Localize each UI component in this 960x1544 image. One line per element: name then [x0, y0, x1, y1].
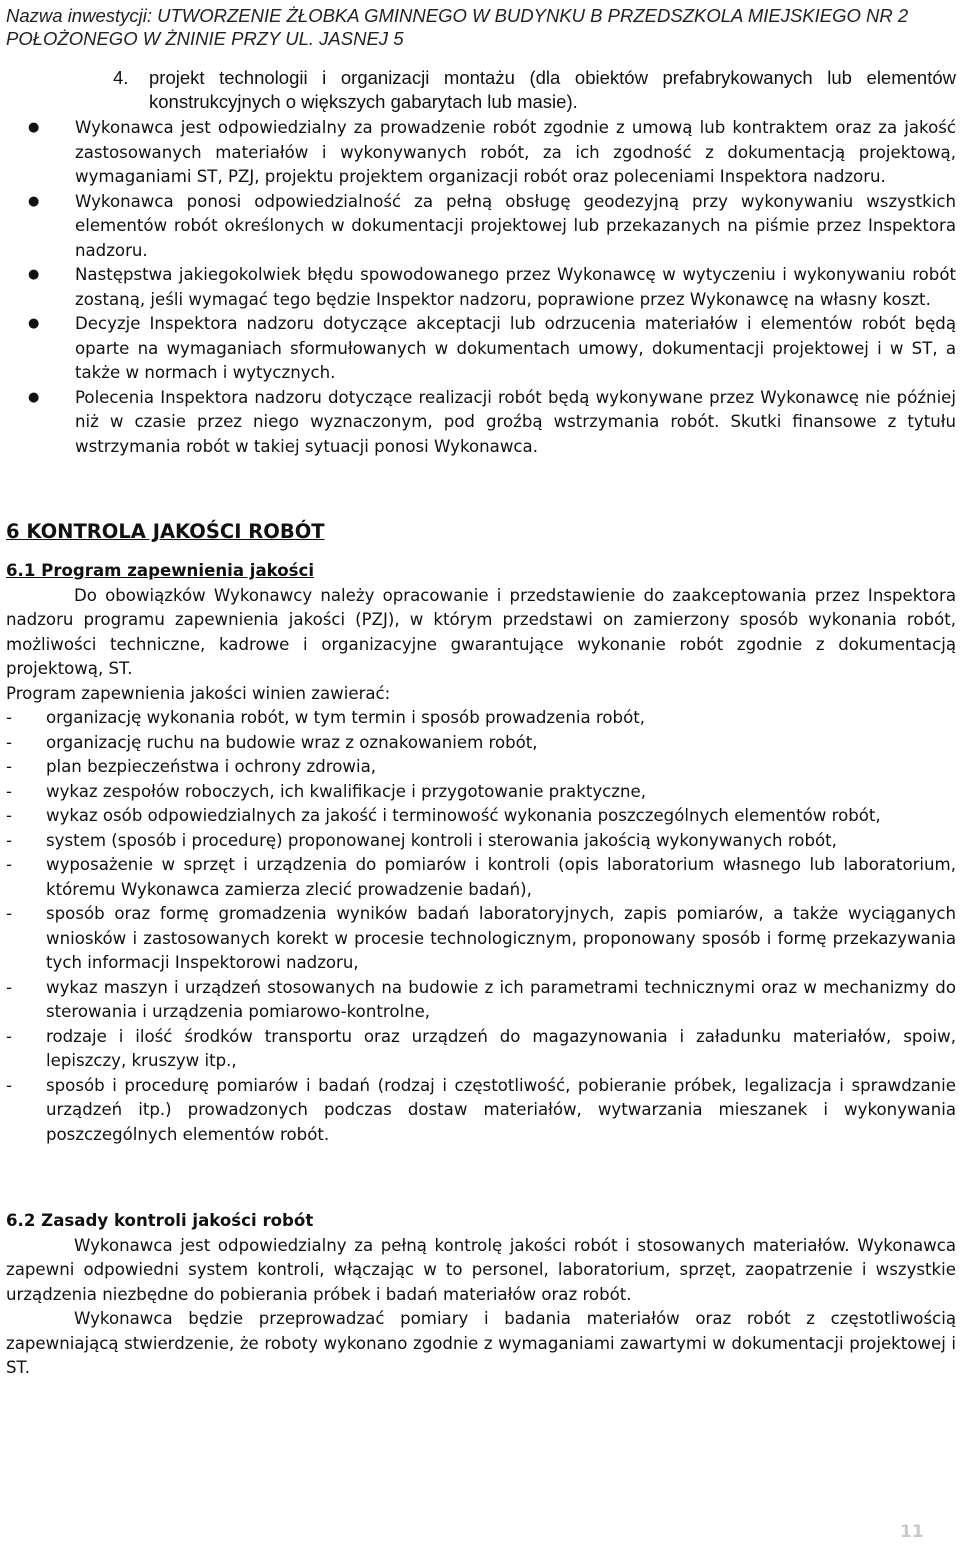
list-item-text: rodzaje i ilość środków transportu oraz urządzeń do magazynowania i załadunku materiałów, spoiw, lepiszczy, kruszyw itp., — [46, 1026, 956, 1070]
header-line-1: Nazwa inwestycji: UTWORZENIE ŻŁOBKA GMINNEGO W BUDYNKU B PRZEDSZKOLA MIEJSKIEGO NR 2 — [6, 5, 909, 26]
list-item — [6, 829, 956, 854]
subsection-6-1 — [6, 559, 956, 1147]
bullet-icon: ● — [28, 389, 40, 405]
dash-marker: - — [6, 708, 12, 727]
item-number: 4. — [113, 67, 129, 88]
list-item — [6, 804, 956, 829]
bullet-item — [28, 116, 956, 190]
list-item — [6, 1074, 956, 1148]
dash-marker: - — [6, 806, 12, 825]
list-item-text: sposób oraz formę gromadzenia wyników badań laboratoryjnych, zapis pomiarów, a także wyciąganych wniosków i zastosowanych korekt w procesie technologicznym, proponowany sposób i formę przekazywania tych informacji Inspektorowi nadzoru, — [46, 904, 956, 972]
dash-marker: - — [6, 781, 12, 801]
dash-marker: - — [6, 1075, 12, 1095]
bullet-icon: ● — [28, 267, 40, 282]
bullet-text: Wykonawca ponosi odpowiedzialność za pełną obsługę geodezyjną przy wykonywaniu wszystkich elementów robót określonych w dokumentacji projektowej lub przekazanych na piśmie przez Inspektora nadzoru. — [75, 191, 956, 260]
bullet-item — [28, 312, 956, 386]
dash-marker: - — [6, 830, 12, 850]
list-item — [6, 755, 956, 780]
list-item — [6, 780, 956, 805]
bullet-text: Wykonawca jest odpowiedzialny za prowadzenie robót zgodnie z umową lub kontraktem oraz za jakość zastosowanych materiałów i wykonywanych robót, za ich zgodność z dokumentacją projektową, wymaganiami ST, PZJ, projektu projektem organizacji robót oraz poleceniami Inspektora nadzoru. — [75, 118, 956, 186]
subsection-heading: 6.1 Program zapewnienia jakości — [6, 561, 315, 580]
section-heading: 6 KONTROLA JAKOŚCI ROBÓT — [6, 520, 325, 543]
dash-marker: - — [6, 1026, 12, 1046]
subsection-heading: 6.2 Zasady kontroli jakości robót — [6, 1211, 314, 1230]
list-item-text: sposób i procedurę pomiarów i badań (rodzaj i częstotliwość, pobieranie próbek, legalizacja i sprawdzanie urządzeń itp.) prowadzonych podczas dostaw materiałów, wytwarzania mieszanek i wykonywania poszczególnych elementów robót. — [46, 1075, 956, 1144]
bullet-text: Decyzje Inspektora nadzoru dotyczące akceptacji lub odrzucenia materiałów i elementów robót będą oparte na wymaganiach sformułowanych w dokumentach umowy, dokumentacji projektowej i w ST, a także w normach i wytycznych. — [75, 314, 956, 382]
list-item — [6, 902, 956, 976]
list-item-text: organizację wykonania robót, w tym termin i sposób prowadzenia robót, — [46, 708, 646, 727]
page-number: 11 — [900, 1522, 924, 1542]
bullet-item — [28, 190, 956, 264]
list-item — [6, 731, 956, 756]
bullet-icon: ● — [28, 193, 40, 209]
paragraph: Do obowiązków Wykonawcy należy opracowanie i przedstawienie do zaakceptowania przez Inspektora nadzoru programu zapewnienia jakości (PZJ), w którym przedstawi on zamierzony sposób wykonania robót, możliwości techniczne, kadrowe i organizacyjne gwarantujące wykonanie robót zgodnie z dokumentacją projektową, ST. — [6, 585, 956, 678]
document-header — [6, 4, 956, 50]
item-text: projekt technologii i organizacji montażu (dla obiektów prefabrykowanych lub elementów konstrukcyjnych o większych gabarytach lub masie). — [149, 67, 956, 112]
list-item-text: organizację ruchu na budowie wraz z oznakowaniem robót, — [46, 732, 538, 752]
dash-marker: - — [6, 757, 12, 776]
list-item-text: system (sposób i procedurę) proponowanej kontroli i sterowania jakością wykonywanych robót, — [46, 830, 837, 850]
bullet-text: Następstwa jakiegokolwiek błędu spowodowanego przez Wykonawcę w wytyczeniu i wykonywaniu robót zostaną, jeśli wymagać tego będzie Inspektor nadzoru, poprawione przez Wykonawcę na własny koszt. — [75, 265, 956, 309]
header-line-2: POŁOŻONEGO W ŻNINIE PRZY UL. JASNEJ 5 — [6, 28, 404, 49]
bullet-icon: ● — [28, 120, 40, 135]
list-item — [6, 976, 956, 1025]
list-item — [6, 853, 956, 902]
bullet-icon: ● — [28, 316, 40, 331]
dash-marker: - — [6, 977, 12, 997]
list-item — [6, 1025, 956, 1074]
list-intro: Program zapewnienia jakości winien zawierać: — [6, 683, 391, 703]
bullet-list — [28, 116, 956, 459]
list-item-text: wykaz maszyn i urządzeń stosowanych na budowie z ich parametrami technicznymi oraz w mechanizmy do sterowania i urządzenia pomiarowo-kontrolne, — [46, 977, 956, 1021]
paragraph: Wykonawca będzie przeprowadzać pomiary i badania materiałów oraz robót z częstotliwością zapewniającą stwierdzenie, że roboty wykonano zgodnie z wymaganiami zawartymi w dokumentacji projektowej i ST. — [6, 1309, 956, 1377]
bullet-item — [28, 263, 956, 312]
list-item-text: wyposażenie w sprzęt i urządzenia do pomiarów i kontroli (opis laboratorium własnego lub laboratorium, któremu Wykonawca zamierza zlecić prowadzenie badań), — [46, 855, 956, 899]
bullet-text: Polecenia Inspektora nadzoru dotyczące realizacji robót będą wykonywane przez Wykonawcę nie później niż w czasie przez niego wyznaczonym, pod groźbą wstrzymania robót. Skutki finansowe z tytułu wstrzymania robót w takiej sytuacji ponosi Wykonawca. — [75, 387, 956, 456]
list-item-text: wykaz zespołów roboczych, ich kwalifikacje i przygotowanie praktyczne, — [46, 781, 646, 801]
dash-marker: - — [6, 855, 12, 874]
dash-marker: - — [6, 732, 12, 752]
subsection-6-2 — [6, 1209, 956, 1381]
list-item-text: plan bezpieczeństwa i ochrony zdrowia, — [46, 757, 377, 776]
list-item-text: wykaz osób odpowiedzialnych za jakość i terminowość wykonania poszczególnych elementów robót, — [46, 806, 881, 825]
numbered-item — [113, 66, 956, 114]
list-item — [6, 706, 956, 731]
bullet-item — [28, 386, 956, 460]
dash-marker: - — [6, 904, 12, 923]
paragraph: Wykonawca jest odpowiedzialny za pełną kontrolę jakości robót i stosowanych materiałów. Wykonawca zapewni odpowiedni system kontroli, włączając w to personel, laboratorium, sprzęt, zaopatrzenie i wszystkie urządzenia niezbędne do pobierania próbek i badań materiałów oraz robót. — [6, 1235, 956, 1304]
